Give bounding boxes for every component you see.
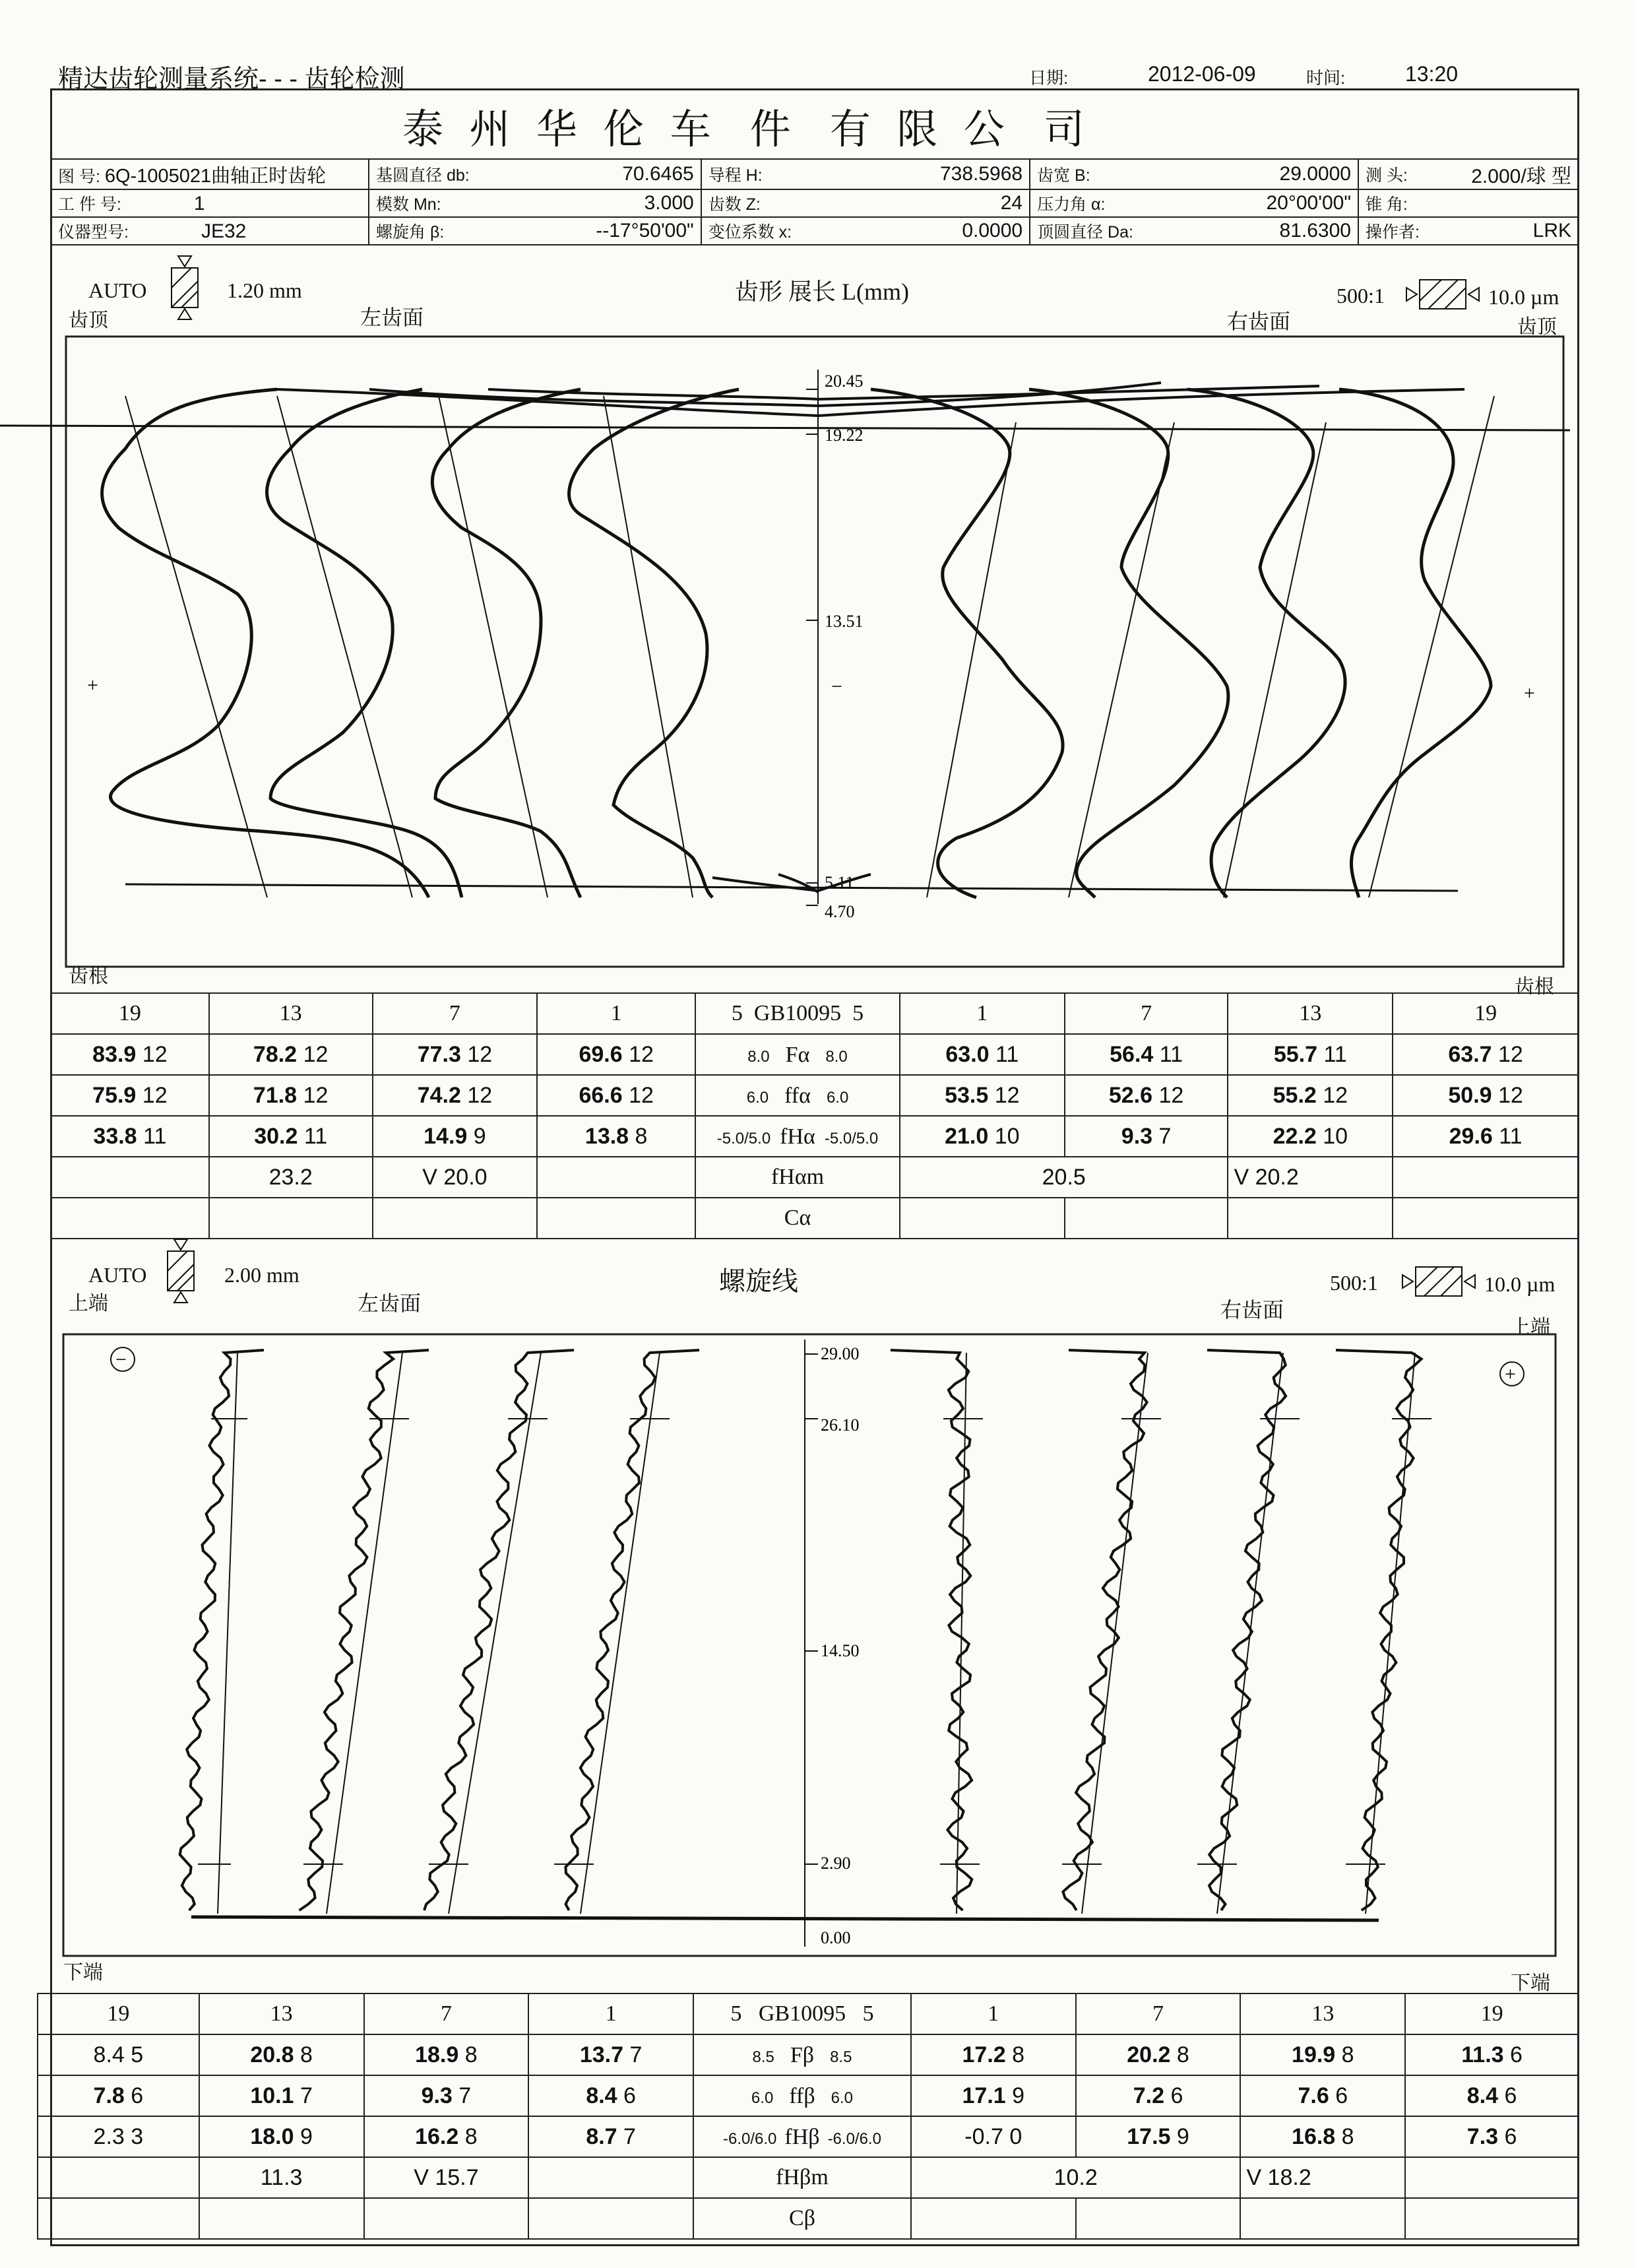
value: 8.4 — [586, 2083, 617, 2108]
grade: 7 — [629, 2042, 643, 2067]
value: 18.9 — [415, 2042, 459, 2067]
param-symbol: ffα — [784, 1083, 811, 1108]
helix-reference-lines — [218, 1353, 1415, 1914]
profile-auto-icon — [165, 255, 204, 327]
helix-auto-value: 2.00 mm — [224, 1263, 299, 1287]
grade: 6 — [1504, 2083, 1517, 2108]
profile-var-right: V 20.2 — [1228, 1157, 1393, 1198]
value: 9.3 — [421, 2083, 453, 2108]
profile-reference-lines — [125, 396, 1494, 897]
value: 7.8 — [93, 2083, 125, 2108]
value: 11.3 — [1461, 2042, 1504, 2067]
grade: 11 — [1159, 1041, 1183, 1067]
helix-evaluation-marks — [198, 1419, 1432, 1864]
value: 83.9 — [92, 1041, 137, 1067]
helix-title: 螺旋线 — [719, 1267, 798, 1296]
helix-tooth-r13: 13 — [1240, 1993, 1405, 2034]
profile-curves-right — [871, 389, 1491, 897]
cone — [1432, 189, 1579, 217]
date-value: 2012-06-09 — [1148, 62, 1256, 86]
value: 56.4 — [1110, 1041, 1154, 1067]
profile-tooth-l19: 19 — [51, 993, 209, 1034]
helix-row-ffb — [38, 2075, 1579, 2116]
helix-standard: 5 GB10095 5 — [693, 1993, 911, 2034]
profile-tooth-r19: 19 — [1393, 993, 1579, 1034]
helix-curves — [180, 1350, 1422, 1910]
value: -0.7 — [964, 2123, 1003, 2149]
profile-tooth-l13: 13 — [209, 993, 373, 1034]
profile-tick-19.22: 19.22 — [825, 426, 864, 445]
grade: 10 — [1323, 1123, 1348, 1149]
helix-tooth-l7: 7 — [364, 1993, 529, 2034]
grade: 5 — [131, 2042, 144, 2067]
tip-dia: 81.6300 — [1140, 217, 1358, 245]
value: 13.7 — [579, 2042, 624, 2067]
drawing-no: 6Q-1005021曲轴正时齿轮 — [104, 165, 327, 187]
profile-curves-left — [102, 389, 739, 897]
helix-trace — [180, 1350, 264, 1910]
value: 63.0 — [945, 1041, 990, 1067]
time-label: 时间: — [1306, 68, 1346, 88]
helix-right-flank: 右齿面 — [1220, 1298, 1284, 1322]
value: 75.9 — [92, 1082, 137, 1108]
value: 52.6 — [1108, 1082, 1153, 1108]
value: 9.3 — [1121, 1123, 1153, 1149]
value: 16.2 — [415, 2123, 459, 2149]
helix-row-Fb — [38, 2034, 1579, 2075]
helix-trace — [1336, 1350, 1422, 1910]
teeth-label: 齿数 Z: — [701, 189, 798, 217]
grade: 9 — [473, 1123, 486, 1149]
value: 17.5 — [1127, 2123, 1171, 2149]
helix-trace — [565, 1350, 699, 1910]
tol-left: -6.0/6.0 — [722, 2129, 777, 2148]
operator: LRK — [1432, 217, 1579, 245]
grade: 8 — [1341, 2123, 1354, 2149]
grade: 12 — [303, 1082, 329, 1108]
width-label: 齿宽 B: — [1030, 159, 1140, 189]
grade: 6 — [131, 2083, 144, 2108]
grade: 12 — [142, 1082, 168, 1108]
profile-mean-right: 20.5 — [900, 1157, 1228, 1198]
profile-standard: 5 GB10095 5 — [695, 993, 900, 1034]
face-width: 29.0000 — [1140, 159, 1358, 189]
value: 18.0 — [250, 2123, 294, 2149]
helix-tooth-r1: 1 — [911, 1993, 1076, 2034]
profile-auto-value: 1.20 mm — [227, 278, 302, 302]
grade: 12 — [1323, 1082, 1348, 1108]
tol-left: 8.0 — [747, 1047, 770, 1066]
helix-tick-14.50: 14.50 — [821, 1641, 860, 1660]
grade: 8 — [299, 2042, 313, 2067]
module: 3.000 — [476, 189, 701, 217]
param-symbol: ffβ — [789, 2083, 815, 2108]
profile-row-ffa — [51, 1075, 1579, 1116]
tol-left: -5.0/5.0 — [716, 1129, 771, 1148]
tol-right: 6.0 — [826, 1088, 849, 1107]
grade: 9 — [1012, 2083, 1025, 2108]
value: 69.6 — [579, 1041, 623, 1067]
value: 16.8 — [1292, 2123, 1336, 2149]
helix-var-right: V 18.2 — [1240, 2157, 1405, 2198]
date-label: 日期: — [1029, 68, 1069, 88]
helix-chart — [0, 1320, 1636, 1966]
grade: 12 — [467, 1041, 493, 1067]
grade: 11 — [1323, 1041, 1347, 1067]
grade: 9 — [299, 2123, 313, 2149]
profile-plus-right: + — [1524, 682, 1535, 704]
value: 10.1 — [250, 2083, 294, 2108]
grade: 11 — [995, 1041, 1019, 1067]
profile-y-ticks — [806, 389, 818, 905]
tol-right: 6.0 — [831, 2089, 854, 2107]
gear-info-table — [50, 158, 1579, 245]
profile-auto-label: AUTO — [88, 278, 147, 302]
grade: 8 — [1012, 2042, 1025, 2067]
pressure-angle: 20°00'00" — [1140, 189, 1358, 217]
helix-angle: --17°50'00" — [476, 217, 701, 245]
grade: 12 — [1158, 1082, 1184, 1108]
helix-var-left: V 15.7 — [364, 2157, 529, 2198]
grade: 11 — [303, 1123, 328, 1149]
profile-tick-4.70: 4.70 — [825, 902, 855, 921]
helix-label: 螺旋角 β: — [369, 217, 476, 245]
profile-var-left: V 20.0 — [373, 1157, 538, 1198]
operator-label: 操作者: — [1358, 217, 1432, 245]
tol-left: 6.0 — [746, 1088, 769, 1107]
tol-left: 8.5 — [752, 2048, 774, 2066]
grade: 12 — [629, 1041, 654, 1067]
grade: 7 — [1158, 1123, 1172, 1149]
grade: 0 — [1009, 2123, 1022, 2149]
helix-scale-icon — [1401, 1262, 1487, 1301]
helix-trace — [424, 1350, 574, 1910]
part-no-label: 工 件 号: — [58, 195, 121, 214]
base-dia-label: 基圆直径 db: — [369, 159, 476, 189]
value: 53.5 — [945, 1082, 989, 1108]
profile-row-c — [51, 1198, 1579, 1239]
tip-dia-label: 顶圆直径 Da: — [1030, 217, 1140, 245]
helix-minus-sym: − — [115, 1349, 127, 1371]
tol-right: -5.0/5.0 — [824, 1129, 879, 1148]
helix-scale: 500:1 — [1330, 1271, 1378, 1295]
probe: 2.000/球 型 — [1432, 159, 1579, 189]
grade: 3 — [131, 2123, 144, 2149]
time-value: 13:20 — [1405, 62, 1459, 86]
tol-right: 8.0 — [825, 1047, 848, 1066]
lead-label: 导程 H: — [701, 159, 798, 189]
value: 7.3 — [1466, 2123, 1499, 2149]
value: 50.9 — [1448, 1082, 1492, 1108]
helix-plus-sym: + — [1505, 1363, 1516, 1385]
profile-tooth-r1: 1 — [900, 993, 1065, 1034]
shift-label: 变位系数 x: — [701, 217, 798, 245]
value: 33.8 — [93, 1123, 137, 1149]
helix-results-table — [37, 1993, 1579, 2240]
value: 77.3 — [417, 1041, 461, 1067]
helix-tooth-l19: 19 — [38, 1993, 199, 2034]
profile-tick-20.45: 20.45 — [825, 372, 864, 391]
value: 8.7 — [586, 2123, 617, 2149]
helix-tooth-l1: 1 — [528, 1993, 693, 2034]
value: 21.0 — [945, 1123, 989, 1149]
system-title: 精达齿轮测量系统- - - 齿轮检测 — [58, 65, 405, 93]
helix-tick-2.90: 2.90 — [821, 1854, 851, 1873]
probe-label: 测 头: — [1358, 159, 1432, 189]
grade: 12 — [1498, 1082, 1523, 1108]
lead: 738.5968 — [798, 159, 1030, 189]
helix-tick-29.00: 29.00 — [821, 1344, 860, 1363]
profile-scale-value: 10.0 µm — [1488, 285, 1559, 309]
profile-c-symbol: Cα — [695, 1198, 900, 1239]
grade: 12 — [303, 1041, 329, 1067]
value: 71.8 — [253, 1082, 298, 1108]
grade: 9 — [1176, 2123, 1189, 2149]
grade: 8 — [1341, 2042, 1354, 2067]
profile-mean-symbol: fHαm — [695, 1157, 900, 1198]
value: 7.2 — [1133, 2083, 1164, 2108]
helix-auto-label: AUTO — [88, 1263, 147, 1287]
tol-left: 6.0 — [751, 2089, 774, 2107]
instrument-label: 仪器型号: — [58, 223, 129, 242]
value: 14.9 — [424, 1123, 468, 1149]
value: 30.2 — [254, 1123, 298, 1149]
base-dia: 70.6465 — [476, 159, 701, 189]
value: 20.2 — [1127, 2042, 1171, 2067]
grade: 8 — [635, 1123, 648, 1149]
grade: 12 — [142, 1041, 168, 1067]
value: 8.4 — [93, 2042, 125, 2067]
helix-trace — [299, 1350, 429, 1910]
helix-row-c — [38, 2198, 1579, 2239]
helix-mean-left: 11.3 — [199, 2157, 364, 2198]
grade: 11 — [143, 1123, 167, 1149]
helix-row-mean — [38, 2157, 1579, 2198]
grade: 12 — [994, 1082, 1020, 1108]
profile-convergence — [277, 383, 1464, 892]
profile-plus-left: + — [87, 674, 98, 696]
value: 20.8 — [250, 2042, 294, 2067]
helix-mean-right: 10.2 — [911, 2157, 1241, 2198]
helix-tooth-r19: 19 — [1405, 1993, 1579, 2034]
grade: 11 — [1499, 1123, 1523, 1149]
drawing-no-label: 图 号: — [58, 167, 100, 186]
profile-tick-5.11: 5.11 — [825, 873, 854, 892]
profile-tooth-l7: 7 — [373, 993, 538, 1034]
profile-left-bottom: 齿根 — [69, 965, 108, 987]
profile-tick-13.51: 13.51 — [825, 612, 864, 631]
value: 17.2 — [962, 2042, 1006, 2067]
teeth: 24 — [798, 189, 1030, 217]
helix-right-top: 上端 — [1511, 1316, 1550, 1338]
grade: 7 — [458, 2083, 472, 2108]
value: 7.6 — [1298, 2083, 1329, 2108]
profile-left-flank: 左齿面 — [360, 306, 424, 329]
part-no: 1 — [193, 193, 205, 214]
profile-minus-mid: − — [831, 676, 842, 697]
value: 78.2 — [253, 1041, 298, 1067]
value: 13.8 — [584, 1123, 629, 1149]
profile-row-fHa — [51, 1116, 1579, 1157]
shift-coefficient: 0.0000 — [798, 217, 1030, 245]
value: 17.1 — [962, 2083, 1006, 2108]
helix-right-bottom: 下端 — [1511, 1972, 1550, 1994]
param-symbol: fHα — [780, 1124, 815, 1149]
value: 8.4 — [1466, 2083, 1499, 2108]
tol-right: -6.0/6.0 — [827, 2129, 881, 2148]
grade: 8 — [464, 2123, 478, 2149]
profile-right-flank: 右齿面 — [1227, 309, 1291, 333]
profile-left-top: 齿顶 — [69, 309, 108, 331]
cone-label: 锥 角: — [1358, 189, 1432, 217]
profile-results-table — [50, 992, 1579, 1239]
helix-left-bottom: 下端 — [63, 1962, 103, 1984]
profile-tooth-r7: 7 — [1065, 993, 1228, 1034]
grade: 6 — [1504, 2123, 1517, 2149]
helix-tick-0.00: 0.00 — [821, 1928, 851, 1947]
instrument: JE32 — [201, 220, 247, 242]
profile-tooth-r13: 13 — [1228, 993, 1393, 1034]
helix-tooth-header — [38, 1993, 1579, 2034]
grade: 6 — [1510, 2042, 1523, 2067]
helix-scale-value: 10.0 µm — [1484, 1272, 1556, 1296]
profile-right-top: 齿顶 — [1517, 316, 1557, 338]
helix-row-fHb — [38, 2116, 1579, 2157]
grade: 7 — [623, 2123, 636, 2149]
profile-row-Fa — [51, 1034, 1579, 1075]
profile-tooth-header — [51, 993, 1579, 1034]
helix-trace — [891, 1350, 972, 1910]
value: 2.3 — [93, 2123, 125, 2149]
helix-tick-26.10: 26.10 — [821, 1415, 860, 1435]
helix-y-ticks — [805, 1354, 818, 1864]
grade: 6 — [1170, 2083, 1183, 2108]
param-symbol: Fβ — [790, 2042, 815, 2067]
helix-tooth-l13: 13 — [199, 1993, 364, 2034]
value: 63.7 — [1448, 1041, 1492, 1067]
helix-mean-symbol: fHβm — [693, 2157, 911, 2198]
value: 55.2 — [1273, 1082, 1317, 1108]
module-label: 模数 Mn: — [369, 189, 476, 217]
company-name: 泰 州 华 伦 车 件 有 限 公 司 — [402, 105, 1085, 153]
helix-auto-icon — [161, 1238, 201, 1311]
grade: 7 — [299, 2083, 313, 2108]
grade: 12 — [467, 1082, 493, 1108]
profile-title: 齿形 展长 L(mm) — [735, 278, 909, 305]
grade: 6 — [623, 2083, 636, 2108]
grade: 8 — [1176, 2042, 1189, 2067]
param-symbol: fHβ — [784, 2124, 820, 2149]
value: 55.7 — [1273, 1041, 1318, 1067]
profile-tooth-l1: 1 — [537, 993, 695, 1034]
tol-right: 8.5 — [830, 2048, 852, 2066]
param-symbol: Fα — [785, 1042, 810, 1067]
grade: 10 — [994, 1123, 1020, 1149]
profile-chart — [0, 330, 1636, 977]
grade: 12 — [1498, 1041, 1523, 1067]
value: 29.6 — [1449, 1123, 1493, 1149]
value: 19.9 — [1292, 2042, 1336, 2067]
profile-scale: 500:1 — [1337, 284, 1385, 308]
profile-row-mean — [51, 1157, 1579, 1198]
pressure-label: 压力角 α: — [1030, 189, 1140, 217]
grade: 6 — [1335, 2083, 1348, 2108]
value: 22.2 — [1273, 1123, 1317, 1149]
value: 66.6 — [579, 1082, 623, 1108]
helix-trace — [1063, 1350, 1147, 1910]
profile-scale-icon — [1405, 275, 1491, 314]
helix-left-flank: 左齿面 — [358, 1291, 422, 1315]
grade: 12 — [629, 1082, 654, 1108]
helix-left-top: 上端 — [69, 1293, 108, 1314]
grade: 8 — [464, 2042, 478, 2067]
profile-mean-left: 23.2 — [209, 1157, 373, 1198]
helix-c-symbol: Cβ — [693, 2198, 911, 2239]
value: 74.2 — [417, 1082, 461, 1108]
profile-right-bottom: 齿根 — [1515, 976, 1554, 998]
helix-tooth-r7: 7 — [1076, 1993, 1241, 2034]
